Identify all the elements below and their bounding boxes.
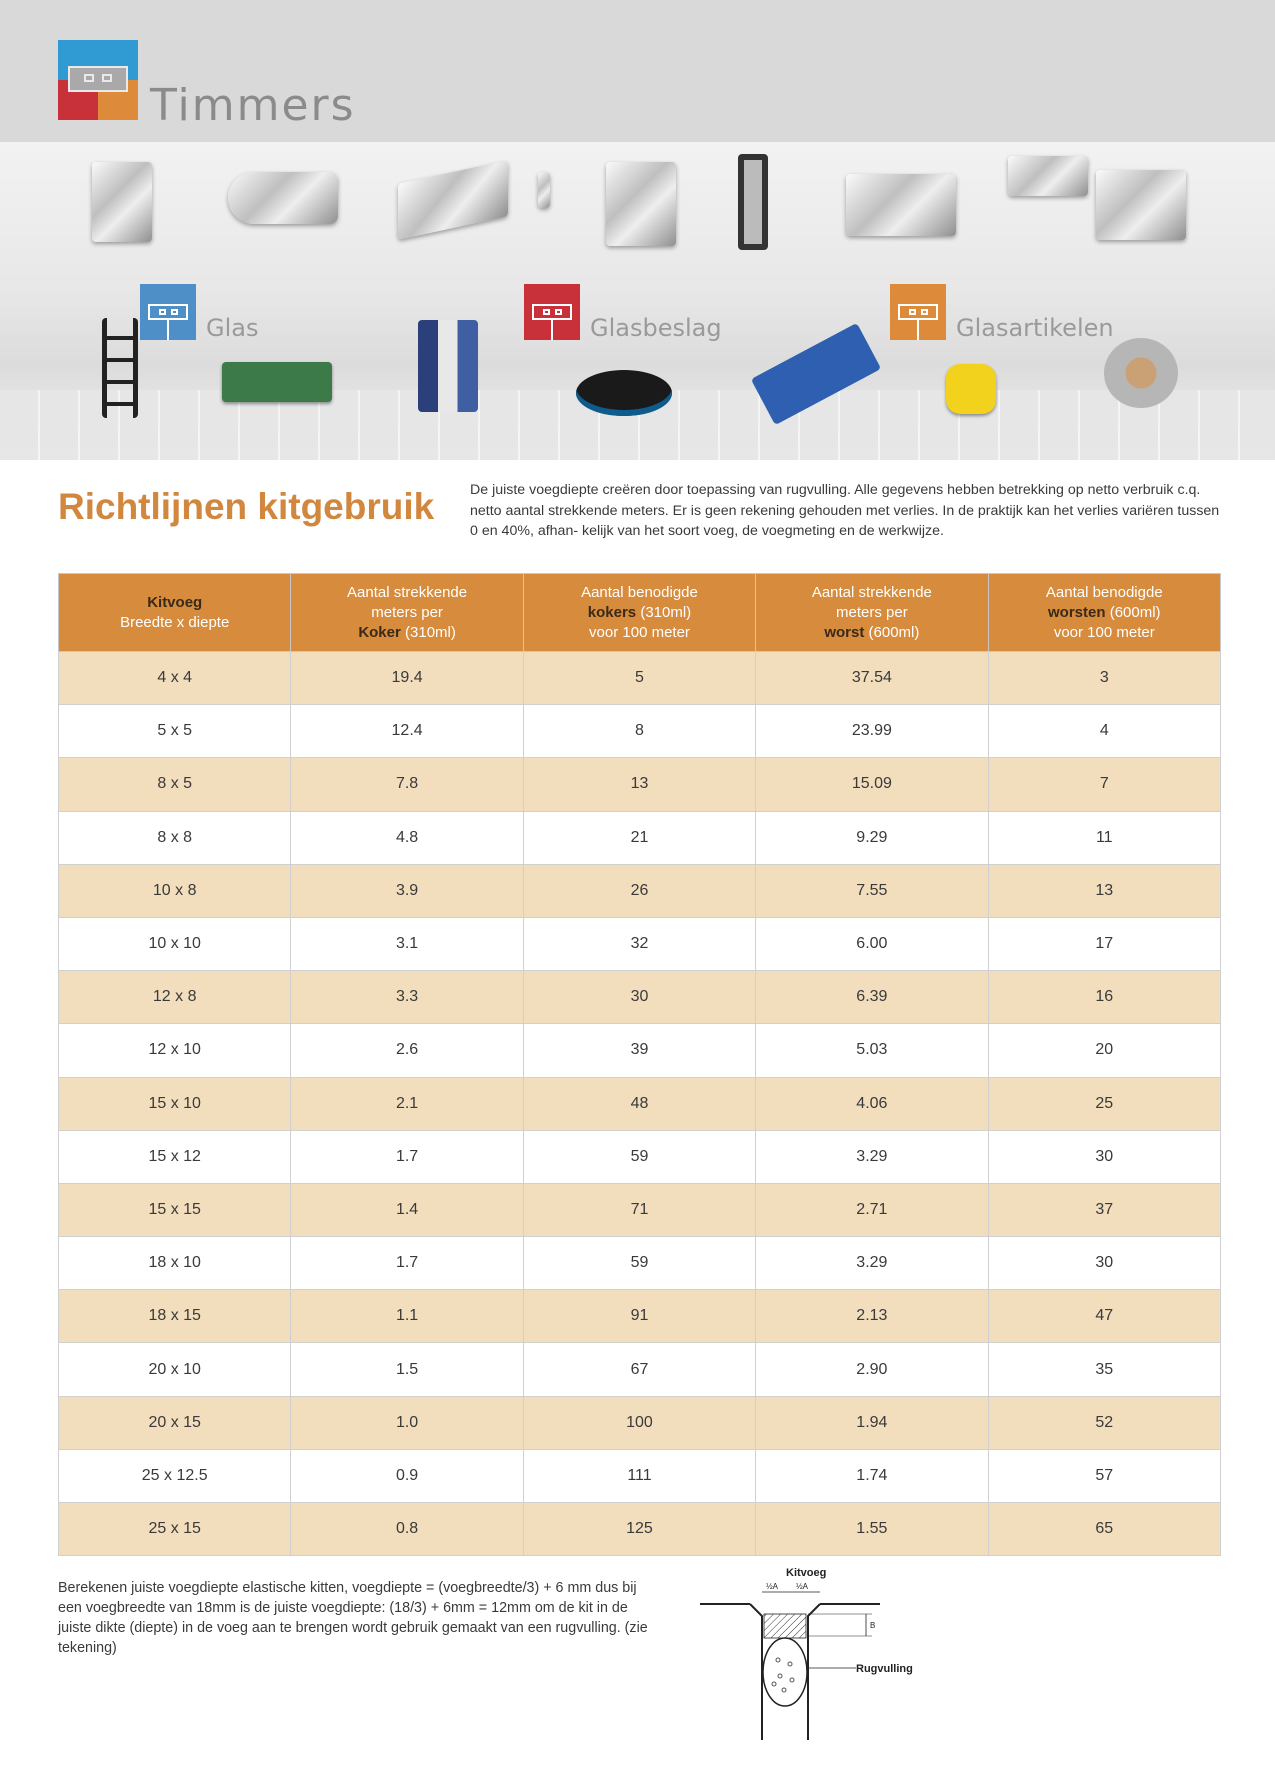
table-cell: 4: [988, 705, 1220, 758]
table-row: [59, 971, 1221, 1024]
table-cell: 3.9: [291, 864, 523, 917]
table-row: [59, 1449, 1221, 1502]
backing-rod-shape: [763, 1638, 807, 1706]
table-cell: 15 x 15: [59, 1183, 291, 1236]
table-cell: 5 x 5: [59, 705, 291, 758]
category-label: Glas: [206, 314, 259, 342]
glass-lock-image: [228, 172, 338, 224]
table-cell: 3.1: [291, 917, 523, 970]
table-cell: 47: [988, 1290, 1220, 1343]
sealant-usage-table: [58, 573, 1221, 1556]
table-cell: 13: [523, 758, 755, 811]
table-cell: 12 x 8: [59, 971, 291, 1024]
table-cell: 20 x 10: [59, 1343, 291, 1396]
header-meters-per-worst: Aantal strekkende meters per worst (600ml): [756, 574, 988, 652]
table-cell: 12 x 10: [59, 1024, 291, 1077]
diagram-dim-a1: ½A: [766, 1582, 779, 1591]
table-cell: 23.99: [756, 705, 988, 758]
table-cell: 8: [523, 705, 755, 758]
table-cell: 15 x 10: [59, 1077, 291, 1130]
diagram-title: Kitvoeg: [786, 1567, 827, 1579]
table-cell: 26: [523, 864, 755, 917]
table-row: [59, 652, 1221, 705]
table-cell: 2.90: [756, 1343, 988, 1396]
table-row: [59, 1183, 1221, 1236]
table-cell: 2.71: [756, 1183, 988, 1236]
table-cell: 6.00: [756, 917, 988, 970]
table-cell: 18 x 15: [59, 1290, 291, 1343]
table-cell: 30: [988, 1130, 1220, 1183]
diagram-dim-a2: ½A: [796, 1582, 809, 1591]
table-row: [59, 1343, 1221, 1396]
tape-measure-image: [946, 364, 996, 414]
table-cell: 1.5: [291, 1343, 523, 1396]
table-cell: 125: [523, 1503, 755, 1556]
table-row: [59, 1237, 1221, 1290]
handle-image: [738, 154, 768, 250]
table-cell: 25: [988, 1077, 1220, 1130]
table-row: [59, 1024, 1221, 1077]
glass-cutter-image: [222, 362, 332, 402]
table-cell: 67: [523, 1343, 755, 1396]
table-cell: 1.4: [291, 1183, 523, 1236]
table-cell: 5.03: [756, 1024, 988, 1077]
table-cell: 20: [988, 1024, 1220, 1077]
table-cell: 13: [988, 864, 1220, 917]
table-cell: 35: [988, 1343, 1220, 1396]
table-cell: 1.7: [291, 1237, 523, 1290]
table-cell: 16: [988, 971, 1220, 1024]
table-cell: 21: [523, 811, 755, 864]
table-cell: 2.13: [756, 1290, 988, 1343]
table-cell: 1.0: [291, 1396, 523, 1449]
table-cell: 25 x 15: [59, 1503, 291, 1556]
table-cell: 20 x 15: [59, 1396, 291, 1449]
table-cell: 8 x 5: [59, 758, 291, 811]
ladder-image: [102, 318, 138, 418]
patch-fitting-image: [398, 160, 508, 239]
table-cell: 32: [523, 917, 755, 970]
table-cell: 2.6: [291, 1024, 523, 1077]
table-cell: 59: [523, 1237, 755, 1290]
table-cell: 37.54: [756, 652, 988, 705]
intro-text: De juiste voegdiepte creëren door toepassing van rugvulling. Alle gegevens hebben betrekking op netto verbruik c.q. netto aantal strekkende meters. Er is geen rekening gehouden met verlies. In de praktijk kan het verlies variëren tussen 0 en 40%, afhan- kelijk van het soort voeg, de voegmeting en de werkwijze.: [470, 482, 1220, 539]
header-worsten-needed: Aantal benodigde worsten (600ml) voor 100 meter: [988, 574, 1220, 652]
table-cell: 4.06: [756, 1077, 988, 1130]
table-cell: 111: [523, 1449, 755, 1502]
table-cell: 18 x 10: [59, 1237, 291, 1290]
table-cell: 1.7: [291, 1130, 523, 1183]
header-meters-per-koker: Aantal strekkende meters per Koker (310ml): [291, 574, 523, 652]
table-cell: 91: [523, 1290, 755, 1343]
glass-clamp-image: [846, 174, 956, 236]
table-cell: 3: [988, 652, 1220, 705]
suction-lifter-image: [576, 370, 672, 416]
table-cell: 52: [988, 1396, 1220, 1449]
table-cell: 37: [988, 1183, 1220, 1236]
table-cell: 65: [988, 1503, 1220, 1556]
table-cell: 10 x 10: [59, 917, 291, 970]
diagram-dim-b: B: [870, 1621, 876, 1630]
table-row: [59, 1503, 1221, 1556]
table-cell: 30: [988, 1237, 1220, 1290]
header-kokers-needed: Aantal benodigde kokers (310ml) voor 100 meter: [523, 574, 755, 652]
page-header: [0, 0, 1275, 142]
table-row: [59, 1396, 1221, 1449]
table-cell: 10 x 8: [59, 864, 291, 917]
table-row: [59, 917, 1221, 970]
table-cell: 12.4: [291, 705, 523, 758]
table-cell: 9.29: [756, 811, 988, 864]
table-cell: 4 x 4: [59, 652, 291, 705]
page-title: Richtlijnen kitgebruik: [58, 486, 435, 527]
table-row: [59, 758, 1221, 811]
table-row: [59, 1077, 1221, 1130]
header-kitvoeg: Kitvoeg Breedte x diepte: [59, 574, 291, 652]
table-cell: 3.3: [291, 971, 523, 1024]
diagram-backing-label: Rugvulling: [856, 1663, 913, 1675]
table-cell: 19.4: [291, 652, 523, 705]
table-cell: 100: [523, 1396, 755, 1449]
table-cell: 48: [523, 1077, 755, 1130]
table-cell: 1.1: [291, 1290, 523, 1343]
table-cell: 7.8: [291, 758, 523, 811]
door-hinge-image: [606, 162, 676, 246]
table-cell: 3.29: [756, 1237, 988, 1290]
category-label: Glasbeslag: [590, 314, 722, 342]
hinge-image: [92, 162, 152, 242]
brand-name: Timmers: [150, 80, 356, 131]
table-row: [59, 705, 1221, 758]
table-cell: 30: [523, 971, 755, 1024]
table-cell: 7.55: [756, 864, 988, 917]
table-cell: 1.74: [756, 1449, 988, 1502]
table-row: [59, 1290, 1221, 1343]
table-row: [59, 1130, 1221, 1183]
table-cell: 0.8: [291, 1503, 523, 1556]
sealant-tubes-image: [418, 320, 478, 412]
table-cell: 7: [988, 758, 1220, 811]
tape-roll-image: [1104, 338, 1178, 408]
table-cell: 25 x 12.5: [59, 1449, 291, 1502]
table-cell: 3.29: [756, 1130, 988, 1183]
table-row: [59, 811, 1221, 864]
table-cell: 39: [523, 1024, 755, 1077]
table-cell: 57: [988, 1449, 1220, 1502]
table-cell: 2.1: [291, 1077, 523, 1130]
table-cell: 11: [988, 811, 1220, 864]
table-cell: 1.55: [756, 1503, 988, 1556]
table-cell: 5: [523, 652, 755, 705]
floor-pivot-image: [1096, 170, 1186, 240]
table-cell: 59: [523, 1130, 755, 1183]
table-cell: 4.8: [291, 811, 523, 864]
table-cell: 17: [988, 917, 1220, 970]
joint-diagram: [700, 1560, 940, 1740]
category-label: Glasartikelen: [956, 314, 1114, 342]
table-cell: 6.39: [756, 971, 988, 1024]
timmers-logo: [58, 40, 138, 120]
table-cell: 71: [523, 1183, 755, 1236]
table-cell: 0.9: [291, 1449, 523, 1502]
table-cell: 1.94: [756, 1396, 988, 1449]
calculation-note: Berekenen juiste voegdiepte elastische kitten, voegdiepte = (voegbreedte/3) + 6 mm dus bij een voegbreedte van 18mm is de juiste voegdiepte: (18/3) + 6mm = 12mm om de kit in de juiste dikte (diepte) in de voeg aan te brengen wordt gebruik gemaakt van een rugvulling. (zie tekening): [58, 1580, 648, 1656]
table-cell: 8 x 8: [59, 811, 291, 864]
pivot-hinge-image: [1008, 156, 1088, 196]
table-header-row: [59, 574, 1221, 652]
table-row: [59, 864, 1221, 917]
table-cell: 15 x 12: [59, 1130, 291, 1183]
table-cell: 15.09: [756, 758, 988, 811]
pin-image: [538, 172, 550, 208]
